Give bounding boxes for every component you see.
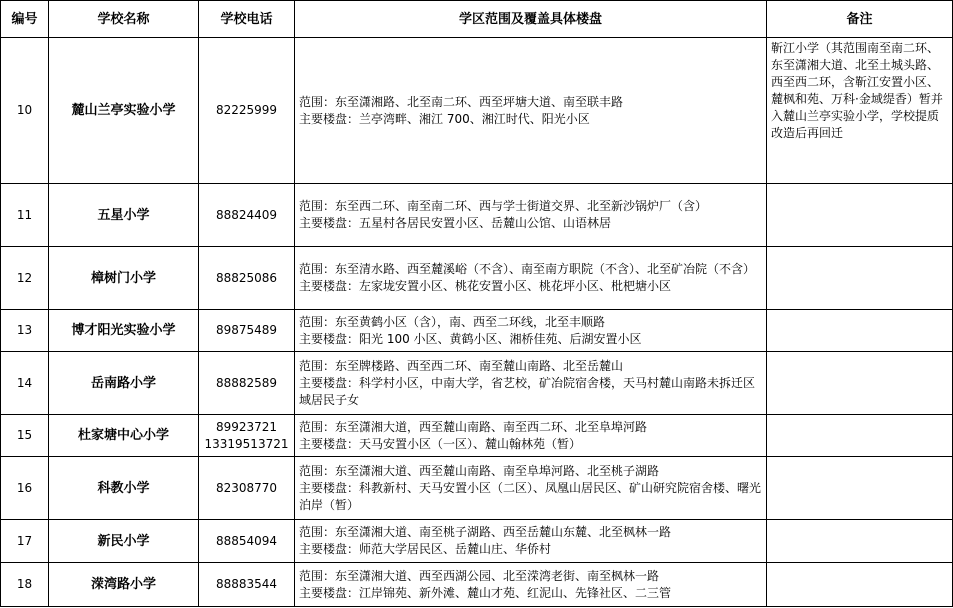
scope-estates: 主要楼盘：左家垅安置小区、桃花安置小区、桃花坪小区、枇杷塘小区 [299,279,672,293]
scope-range: 范围：东至潇湘大道、西至西湖公园、北至溁湾老街、南至枫林一路 [299,568,660,583]
scope-estates: 主要楼盘：天马安置小区（一区）、麓山翰林苑（暂） [299,436,582,451]
scope-range: 范围：东至潇湘大道，西至麓山南路、南至西二环、北至阜埠河路 [299,419,648,434]
phone-number: 88824409 [215,207,278,222]
school-name: 新民小学 [49,520,199,563]
school-phone [199,184,295,247]
scope-estates: 主要楼盘：阳光 100 小区、黄鹤小区、湘桥佳苑、后湖安置小区 [299,331,642,346]
remarks: 靳江小学（其范围南至南二环、东至潇湘大道、北至土城头路、西至西二环，含靳江安置小区、麓枫和苑、万科·金域缇香）暂并入麓山兰亭实验小学，学校提质改造后再回迁 [767,38,953,184]
school-name: 五星小学 [49,184,199,247]
table-row [1,415,953,457]
school-phone [199,247,295,310]
scope-estates: 主要楼盘：江岸锦苑、新外滩、麓山才苑、红泥山、先锋社区、二三管 [299,585,672,600]
phone-number: 88882589 [215,375,278,390]
row-number: 18 [1,563,49,607]
header-district-scope: 学区范围及覆盖具体楼盘 [295,1,767,38]
header-number: 编号 [1,1,49,38]
table-row [1,457,953,520]
phone-number: 82308770 [215,480,278,495]
district-scope [295,457,767,520]
scope-range: 范围：东至潇湘大道、西至麓山南路、南至阜埠河路、北至桃子湖路 [299,463,660,478]
district-scope [295,310,767,352]
school-phone [199,352,295,415]
remarks [767,247,953,310]
district-scope [295,38,767,184]
header-school-phone: 学校电话 [199,1,295,38]
school-name: 杜家塘中心小学 [49,415,199,457]
phone-number: 89875489 [215,323,278,337]
school-name: 博才阳光实验小学 [49,310,199,352]
district-scope [295,352,767,415]
remarks [767,563,953,607]
district-scope [295,247,767,310]
scope-estates: 主要楼盘：科教新村、天马安置小区（二区）、凤凰山居民区、矿山研究院宿舍楼、曙光泊岸（暂） [299,480,762,512]
row-number: 13 [1,310,49,352]
school-name: 岳南路小学 [49,352,199,415]
row-number: 11 [1,184,49,247]
row-number: 10 [1,38,49,184]
table-row [1,563,953,607]
header-remarks: 备注 [767,1,953,38]
school-phone [199,38,295,184]
school-name: 科教小学 [49,457,199,520]
school-phone [199,563,295,607]
remarks [767,184,953,247]
district-scope [295,563,767,607]
scope-estates: 主要楼盘：五星村各居民安置小区、岳麓山公馆、山语林居 [299,216,612,230]
scope-range: 范围：东至西二环、南至南二环、西与学士街道交界、北至新沙锅炉厂（含） [299,199,708,213]
school-phone [199,310,295,352]
scope-range: 范围：东至牌楼路、西至西二环、南至麓山南路、北至岳麓山 [299,358,624,373]
school-phone [199,457,295,520]
phone-number: 89923721 [215,419,278,434]
header-school-name: 学校名称 [49,1,199,38]
row-number: 16 [1,457,49,520]
table-row [1,352,953,415]
table-row [1,38,953,184]
table-row [1,184,953,247]
scope-range: 范围：东至潇湘大道、南至桃子湖路、西至岳麓山东麓、北至枫林一路 [299,525,672,539]
phone-number: 88883544 [215,577,278,591]
district-scope [295,415,767,457]
scope-range: 范围：东至黄鹤小区（含），南、西至二环线，北至丰顺路 [299,314,606,329]
remarks [767,415,953,457]
table-row [1,310,953,352]
scope-range: 范围：东至潇湘路、北至南二环、西至坪塘大道、南至联丰路 [299,94,624,109]
row-number: 14 [1,352,49,415]
district-scope [295,184,767,247]
remarks [767,352,953,415]
school-phone [199,520,295,563]
scope-range: 范围：东至清水路、西至麓溪峪（不含）、南至南方职院（不含）、北至矿冶院（不含） [299,262,756,276]
school-name: 溁湾路小学 [49,563,199,607]
row-number: 17 [1,520,49,563]
phone-number: 82225999 [215,103,278,117]
school-phone [199,415,295,457]
phone-number: 88854094 [215,533,278,548]
remarks [767,457,953,520]
scope-estates: 主要楼盘：兰亭湾畔、湘江 700、湘江时代、阳光小区 [299,111,590,126]
school-name: 樟树门小学 [49,247,199,310]
header-row [1,1,953,38]
scope-estates: 主要楼盘：科学村小区，中南大学，省艺校，矿冶院宿舍楼，天马村麓山南路未拆迁区域居民子女 [299,375,756,407]
table-row [1,247,953,310]
phone-number-mobile: 13319513721 [204,436,289,451]
row-number: 15 [1,415,49,457]
remarks [767,520,953,563]
phone-number: 88825086 [215,270,278,285]
district-scope [295,520,767,563]
remarks [767,310,953,352]
table-row [1,520,953,563]
school-name: 麓山兰亭实验小学 [49,38,199,184]
scope-estates: 主要楼盘：师范大学居民区、岳麓山庄、华侨村 [299,542,552,556]
row-number: 12 [1,247,49,310]
